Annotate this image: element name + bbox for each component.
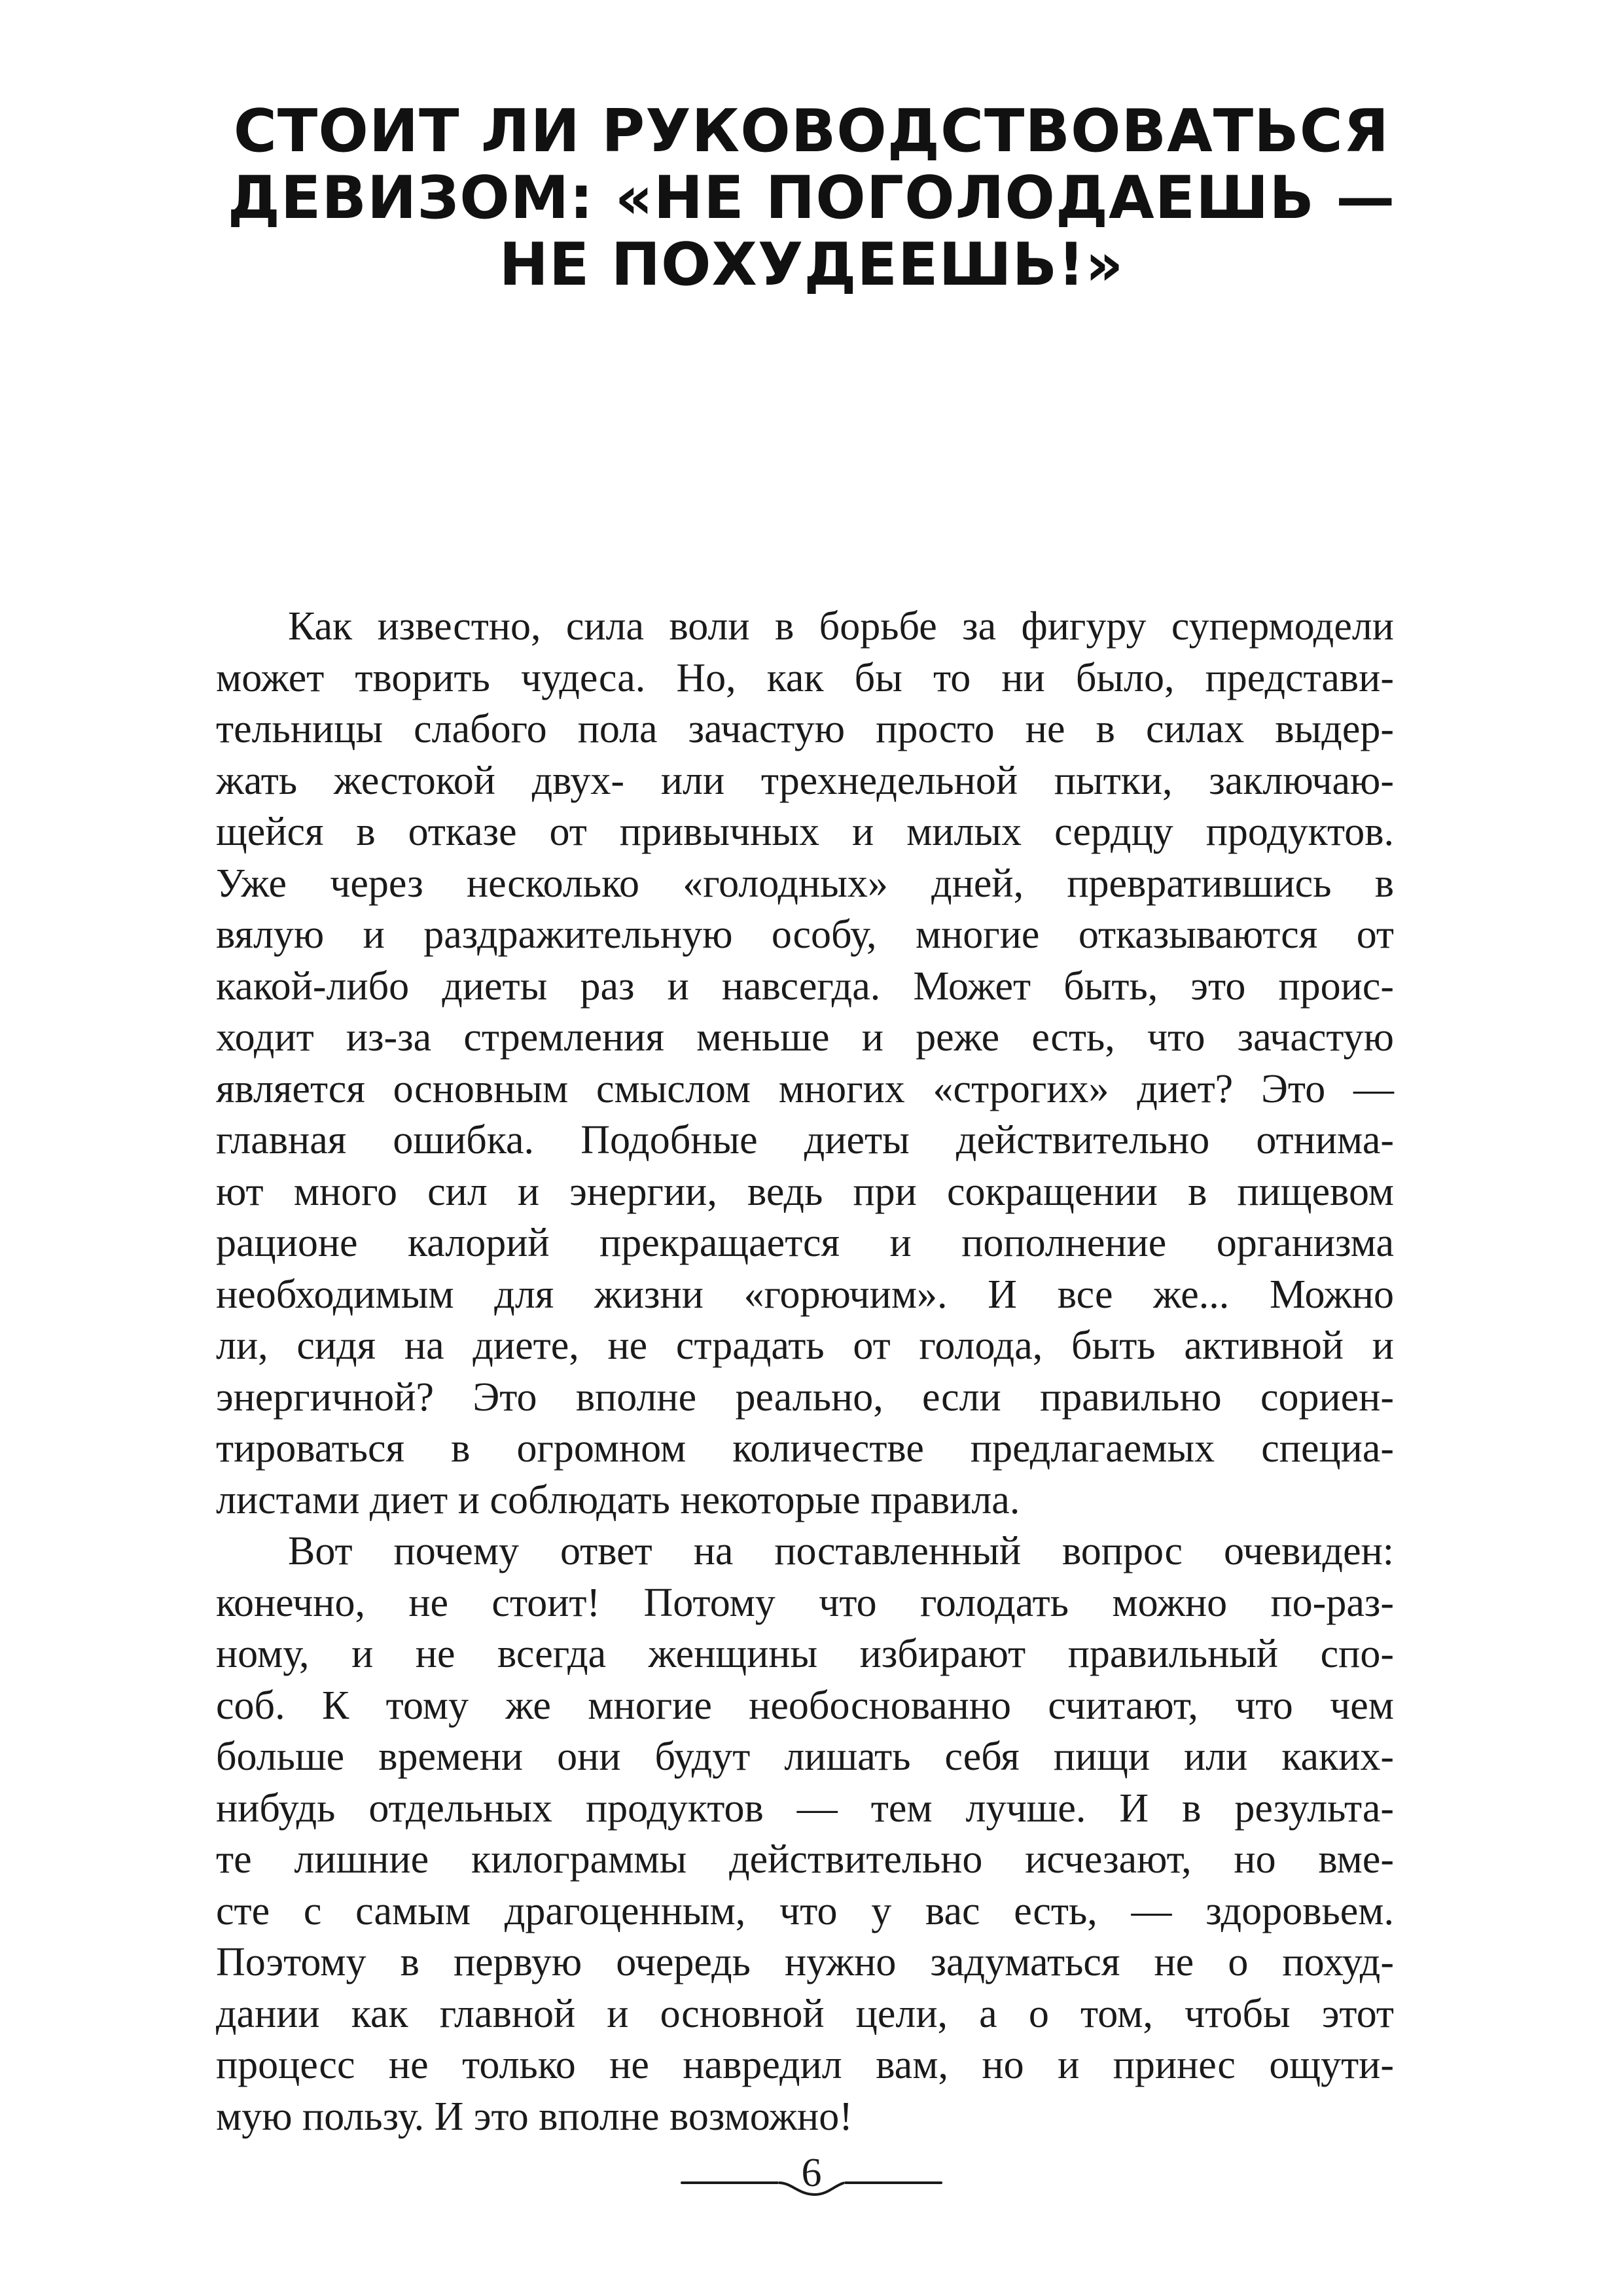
paragraph-1-line-1: Как известно, сила воли в борьбе за фигуру супермодели: [288, 604, 1394, 649]
paragraph-1-line-10: является основным смыслом многих «строгих» диет? Это —: [216, 1066, 1394, 1111]
paragraph-2-line-7: те лишние килограммы действительно исчезают, но вме-: [216, 1837, 1394, 1882]
paragraph-1-line-8: какой-либо диеты раз и навсегда. Может быть, это проис-: [216, 963, 1394, 1009]
paragraph-1-line-18: листами диет и соблюдать некоторые правила.: [216, 1477, 1020, 1522]
chapter-title-line-2: ДЕВИЗОМ: «НЕ ПОГОЛОДАЕШЬ —: [227, 164, 1396, 232]
paragraph-1-line-9: ходит из-за стремления меньше и реже есть, что зачастую: [216, 1015, 1394, 1060]
paragraph-2-line-3: ному, и не всегда женщины избирают правильный спо-: [216, 1632, 1394, 1676]
chapter-title: [196, 98, 1427, 298]
paragraph-1-line-16: энергичной? Это вполне реально, если правильно сориен-: [216, 1374, 1394, 1420]
paragraph-1-line-11: главная ошибка. Подобные диеты действительно отнима-: [216, 1118, 1394, 1162]
paragraph-2-line-8: сте с самым драгоценным, что у вас есть, — здоровьем.: [216, 1888, 1394, 1933]
paragraph-2-line-11: процесс не только не навредил вам, но и принес ощути-: [216, 2043, 1394, 2087]
chapter-title-line-3: НЕ ПОХУДЕЕШЬ!»: [499, 230, 1124, 299]
paragraph-2-line-4: соб. К тому же многие необоснованно считают, что чем: [216, 1683, 1394, 1728]
paragraph-1-line-6: Уже через несколько «голодных» дней, превратившись в: [216, 861, 1394, 906]
paragraph-1-line-2: может творить чудеса. Но, как бы то ни было, представи-: [216, 655, 1394, 700]
page-footer: [681, 2150, 942, 2202]
footer-rule-right: [844, 2181, 942, 2184]
chapter-title-line-1: СТОИТ ЛИ РУКОВОДСТВОВАТЬСЯ: [233, 97, 1390, 166]
paragraph-1-line-3: тельницы слабого пола зачастую просто не в силах выдер-: [216, 707, 1394, 751]
paragraph-1-line-17: тироваться в огромном количестве предлагаемых специа-: [216, 1426, 1394, 1471]
body-text: [216, 601, 1394, 2142]
paragraph-1-line-15: ли, сидя на диете, не страдать от голода, быть активной и: [216, 1323, 1394, 1368]
paragraph-2-line-6: нибудь отдельных продуктов — тем лучше. И в результа-: [216, 1785, 1394, 1831]
paragraph-2-line-9: Поэтому в первую очередь нужно задуматься не о похуд-: [216, 1940, 1394, 1984]
paragraph-1-line-4: жать жестокой двух- или трехнедельной пытки, заключаю-: [216, 758, 1394, 803]
paragraph-1-line-14: необходимым для жизни «горючим». И все же... Можно: [216, 1272, 1394, 1317]
paragraph-1-line-7: вялую и раздражительную особу, многие отказываются от: [216, 912, 1394, 957]
paragraph-1-line-13: рационе калорий прекращается и пополнение организма: [216, 1221, 1394, 1265]
paragraph-2-line-2: конечно, не стоит! Потому что голодать можно по-раз-: [216, 1580, 1394, 1625]
page-number: 6: [801, 2151, 822, 2195]
paragraph-1-line-12: ют много сил и энергии, ведь при сокращении в пищевом: [216, 1169, 1394, 1214]
paragraph-2-line-12: мую пользу. И это вполне возможно!: [216, 2094, 853, 2139]
paragraph-2-line-1: Вот почему ответ на поставленный вопрос очевиден:: [288, 1529, 1394, 1573]
paragraph-2-line-10: дании как главной и основной цели, а о том, чтобы этот: [216, 1991, 1394, 2036]
paragraph-1-line-5: щейся в отказе от привычных и милых сердцу продуктов.: [216, 810, 1394, 854]
paragraph-2-line-5: больше времени они будут лишать себя пищи или каких-: [216, 1734, 1394, 1779]
